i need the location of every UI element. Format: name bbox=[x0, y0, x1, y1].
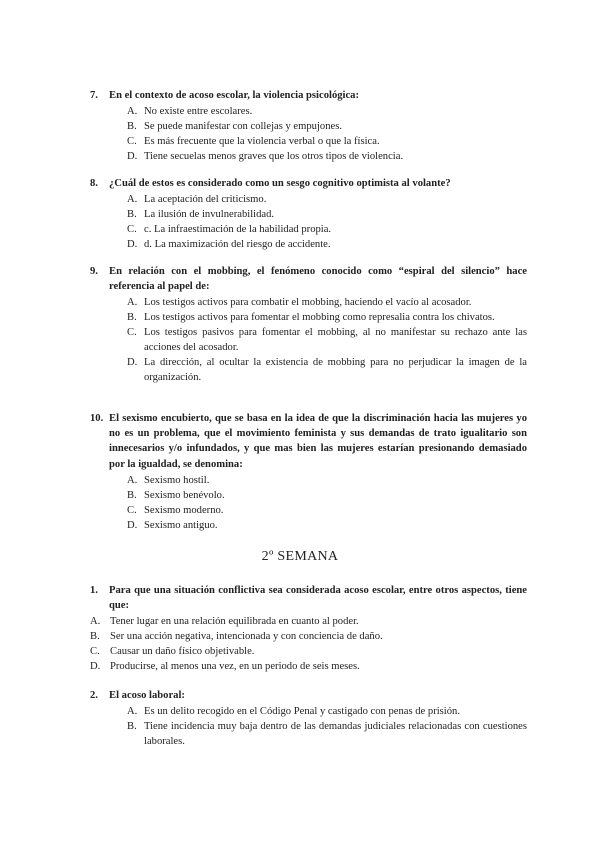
option bbox=[127, 705, 527, 720]
option-letter: A. bbox=[127, 474, 138, 486]
option-letter: B. bbox=[127, 489, 137, 501]
option-letter: A. bbox=[90, 616, 101, 628]
option bbox=[127, 208, 527, 223]
option-letter: A. bbox=[127, 706, 138, 718]
option bbox=[90, 615, 527, 630]
option bbox=[127, 238, 527, 253]
question-8 bbox=[90, 176, 527, 253]
option bbox=[127, 326, 527, 355]
option bbox=[127, 120, 527, 135]
question-1 bbox=[90, 583, 527, 675]
question-text: En el contexto de acoso escolar, la violencia psicológica: bbox=[109, 90, 360, 101]
question-10 bbox=[90, 411, 527, 534]
option bbox=[127, 193, 527, 208]
question-number: 7. bbox=[90, 90, 98, 101]
option bbox=[90, 645, 527, 660]
option bbox=[127, 135, 527, 150]
option-text: La aceptación del criticismo. bbox=[144, 194, 267, 206]
option-text: Tiene secuelas menos graves que los otros tipos de violencia. bbox=[144, 151, 404, 163]
option-text: La ilusión de invulnerabilidad. bbox=[144, 209, 275, 221]
option-text: Sexismo benévolo. bbox=[144, 489, 225, 501]
option-letter: B. bbox=[127, 121, 137, 133]
option-letter: D. bbox=[127, 356, 138, 368]
option-text: Es un delito recogido en el Código Penal y castigado con penas de prisión. bbox=[144, 706, 460, 718]
option bbox=[127, 519, 527, 534]
option-letter: B. bbox=[90, 631, 100, 643]
option-letter: A. bbox=[127, 106, 138, 118]
option-text: Es más frecuente que la violencia verbal o que la física. bbox=[144, 136, 380, 148]
question-number: 8. bbox=[90, 178, 98, 189]
option-text: c. La infraestimación de la habilidad propia. bbox=[144, 224, 332, 236]
option-letter: C. bbox=[127, 504, 137, 516]
option-letter: B. bbox=[127, 721, 137, 733]
option-letter: B. bbox=[127, 209, 137, 221]
option-letter: A. bbox=[127, 194, 138, 206]
question-7 bbox=[90, 88, 527, 165]
question-number: 1. bbox=[90, 585, 98, 596]
option-letter: C. bbox=[127, 224, 137, 236]
option-text: La dirección, al ocultar la existencia de mobbing para no perjudicar la imagen de la organización. bbox=[144, 356, 527, 383]
option bbox=[127, 489, 527, 504]
option bbox=[127, 223, 527, 238]
option bbox=[127, 150, 527, 165]
option-letter: B. bbox=[127, 312, 137, 324]
option-letter: D. bbox=[90, 661, 101, 673]
option-text: Los testigos activos para fomentar el mobbing como represalia contra los chivatos. bbox=[144, 312, 495, 324]
option-text: Causar un daño físico objetivable. bbox=[110, 646, 255, 658]
option-text: Sexismo antiguo. bbox=[144, 519, 218, 531]
option-text: Sexismo hostil. bbox=[144, 474, 210, 486]
option bbox=[90, 630, 527, 645]
question-number: 10. bbox=[90, 413, 104, 424]
option-text: Sexismo moderno. bbox=[144, 504, 224, 516]
option-letter: C. bbox=[127, 327, 137, 339]
question-number: 2. bbox=[90, 690, 98, 701]
option-text: d. La maximización del riesgo de accidente. bbox=[144, 239, 331, 251]
option bbox=[127, 296, 527, 311]
option-text: Ser una acción negativa, intencionada y con conciencia de daño. bbox=[110, 631, 383, 643]
question-number: 9. bbox=[90, 266, 98, 277]
option-text: No existe entre escolares. bbox=[144, 106, 253, 118]
option bbox=[127, 356, 527, 385]
section-title: 2º SEMANA bbox=[261, 549, 339, 564]
question-text: El acoso laboral: bbox=[109, 690, 185, 701]
question-2 bbox=[90, 688, 527, 750]
question-text: Para que una situación conflictiva sea considerada acoso escolar, entre otros aspectos, tiene que: bbox=[109, 585, 527, 612]
option-letter: C. bbox=[127, 136, 137, 148]
option-letter: C. bbox=[90, 646, 100, 658]
option-letter: D. bbox=[127, 239, 138, 251]
question-text: En relación con el mobbing, el fenómeno conocido como “espiral del silencio” hace referencia al papel de: bbox=[109, 266, 527, 293]
option bbox=[127, 720, 527, 749]
option bbox=[90, 660, 527, 675]
question-9 bbox=[90, 264, 527, 386]
question-text: El sexismo encubierto, que se basa en la idea de que la discriminación hacia las mujeres yo no es un problema, que el movimiento feminista y sus demandas de trato igualitario son innecesarios y/o infundados, y que mas bien las mujeres estarían presionando demasiado por la igualdad, se denomina: bbox=[109, 413, 527, 470]
option-text: Tiene incidencia muy baja dentro de las demandas judiciales relacionadas con cuestiones laborales. bbox=[144, 721, 527, 747]
option-text: Producirse, al menos una vez, en un periodo de seis meses. bbox=[110, 661, 360, 673]
option-letter: A. bbox=[127, 297, 138, 309]
option-text: Se puede manifestar con collejas y empujones. bbox=[144, 121, 342, 133]
option-letter: D. bbox=[127, 151, 138, 163]
option bbox=[127, 105, 527, 120]
question-text: ¿Cuál de estos es considerado como un sesgo cognitivo optimista al volante? bbox=[109, 178, 451, 189]
option bbox=[127, 474, 527, 489]
option-text: Los testigos activos para combatir el mobbing, haciendo el vacío al acosador. bbox=[144, 297, 472, 309]
option bbox=[127, 311, 527, 326]
option-letter: D. bbox=[127, 519, 138, 531]
option bbox=[127, 504, 527, 519]
option-text: Los testigos pasivos para fomentar el mobbing, al no manifestar su rechazo ante las acciones del acosador. bbox=[144, 327, 527, 353]
option-text: Tener lugar en una relación equilibrada en cuanto al poder. bbox=[110, 616, 359, 628]
